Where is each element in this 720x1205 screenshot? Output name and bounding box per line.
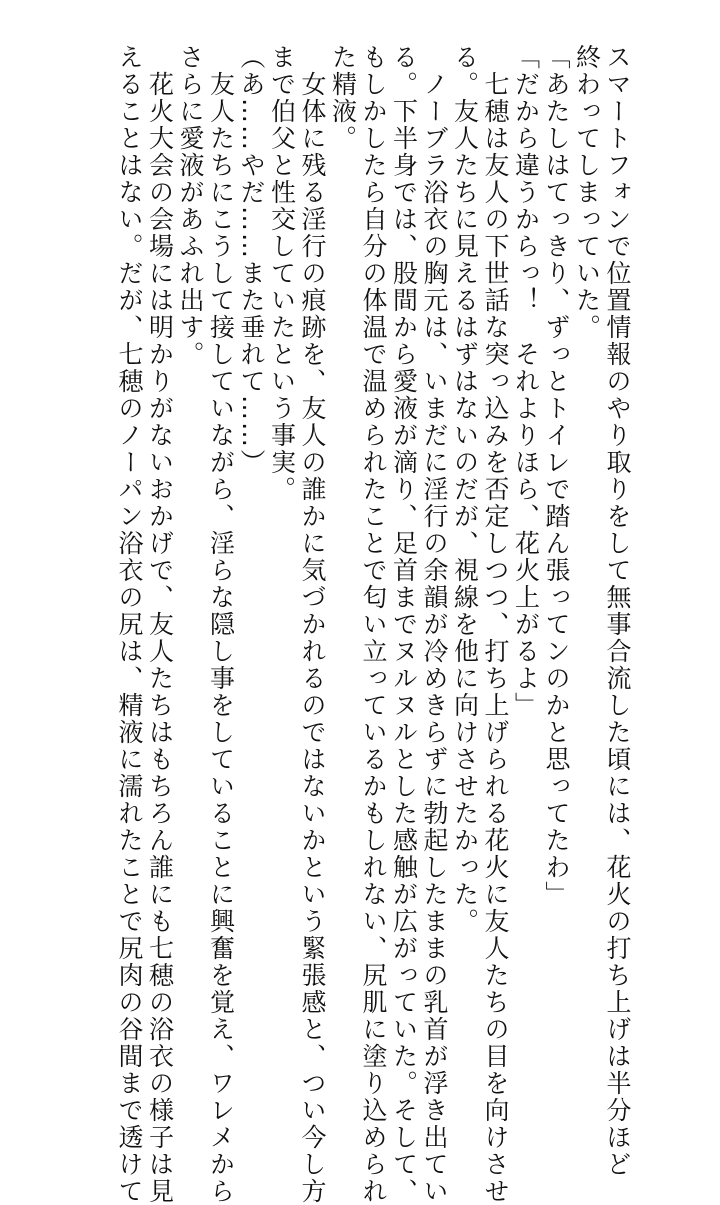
text-column: 「だから違うからっ！ それよりほら、花火上がるよ」 [511,44,541,719]
text-column: 女体に残る淫行の痕跡を、友人の誰かに気づかれるのではないかという緊張感と、つい今し方 [298,44,327,1205]
text-column: スマートフォンで位置情報のやり取りをして無事合流した頃には、花火の打ち上げは半分ほど [603,44,632,1178]
text-column: もしかしたら自分の体温で温められたことで匂い立っているかもしれない、尻肌に塗り込められ [359,44,388,1205]
text-column: 七穂は友人の下世話な突っ込みを否定しつつ、打ち上げられる花火に友人たちの目を向けさせ [481,44,510,1205]
text-column: 花火大会の会場には明かりがないおかげで、友人たちはもちろん誰にも七穂の浴衣の様子は見 [145,44,175,1205]
text-column: さらに愛液があふれ出す。 [176,44,205,368]
text-column: 「あたしはてっきり、ずっとトイレで踏ん張ってンのかと思ってたわ」 [542,44,571,908]
text-column: る。下半身では、股間から愛液が滴り、足首までヌルヌルとした感触が広がっていた。そして、 [389,44,419,1205]
text-column: まで伯父と性交していたという事実。 [267,44,297,503]
text-column: ノーブラ浴衣の胸元は、いまだに淫行の余韻が冷めきらずに勃起したままの乳首が浮き出てい [420,44,449,1205]
text-column: えることはない。だが、七穂のノーパン浴衣の尻は、精液に濡れたことで尻肉の谷間まで透けて [115,44,144,1205]
text-column: （あ……やだ……また垂れて……） [237,44,266,476]
text-column: た精液。 [328,44,358,152]
text-column: 友人たちにこうして接していながら、淫らな隠し事をしていることに興奮を覚え、ワレメから [206,44,236,1205]
text-column: る。友人たちに見えるはずはないのだが、視線を他に向けさせたかった。 [450,44,480,935]
vertical-text-page [114,44,633,1205]
text-column: 終わってしまっていた。 [572,44,602,341]
